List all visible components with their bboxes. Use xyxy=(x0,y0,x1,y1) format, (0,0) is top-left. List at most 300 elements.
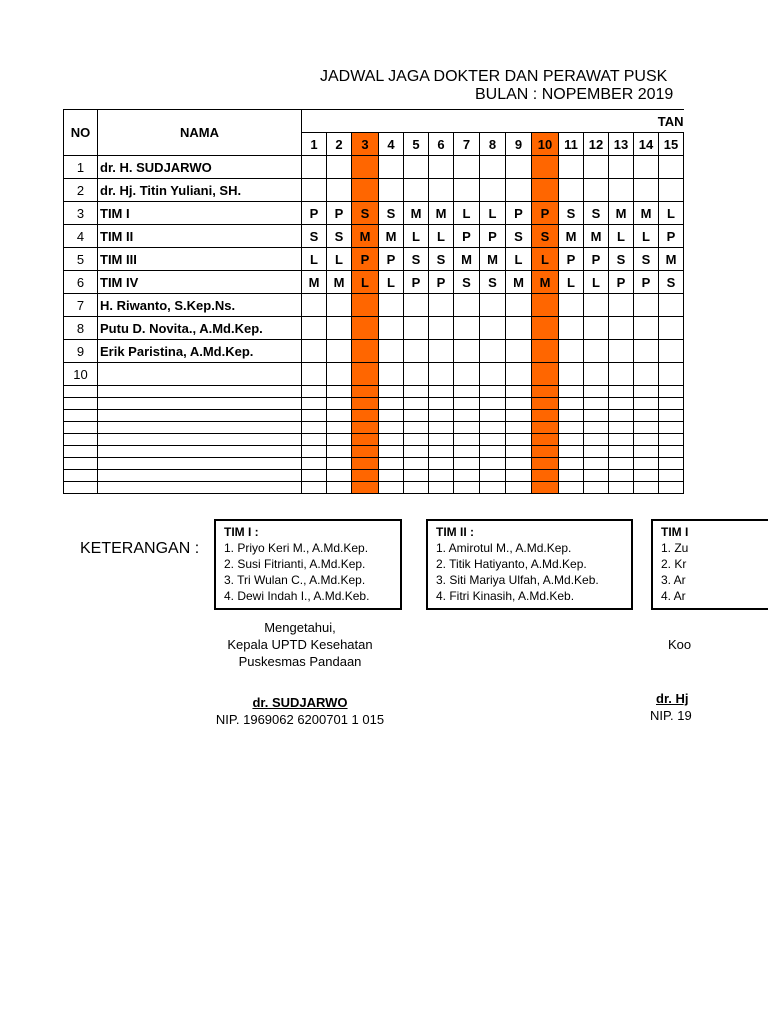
shift-cell: L xyxy=(634,225,659,248)
empty-row xyxy=(64,446,684,458)
day-header: 7 xyxy=(454,133,480,156)
shift-cell: M xyxy=(454,248,480,271)
shift-cell xyxy=(454,470,480,482)
shift-cell xyxy=(404,470,429,482)
shift-cell xyxy=(559,363,584,386)
shift-cell xyxy=(609,482,634,494)
shift-cell: M xyxy=(480,248,506,271)
shift-cell xyxy=(429,482,454,494)
day-header: 9 xyxy=(506,133,532,156)
shift-cell xyxy=(609,294,634,317)
shift-cell xyxy=(634,363,659,386)
shift-cell xyxy=(379,482,404,494)
shift-cell xyxy=(302,156,327,179)
shift-cell xyxy=(404,156,429,179)
row-name xyxy=(98,386,302,398)
header-no: NO xyxy=(64,110,98,156)
shift-cell xyxy=(379,434,404,446)
shift-cell xyxy=(506,398,532,410)
shift-cell xyxy=(379,294,404,317)
shift-cell: L xyxy=(454,202,480,225)
table-row xyxy=(64,363,684,386)
shift-cell xyxy=(379,410,404,422)
shift-cell: L xyxy=(559,271,584,294)
empty-row xyxy=(64,410,684,422)
shift-cell xyxy=(634,410,659,422)
shift-cell: P xyxy=(327,202,352,225)
shift-cell xyxy=(352,446,379,458)
shift-cell xyxy=(429,179,454,202)
row-name xyxy=(98,398,302,410)
shift-cell xyxy=(429,434,454,446)
shift-cell xyxy=(480,434,506,446)
shift-cell xyxy=(609,410,634,422)
shift-cell xyxy=(659,179,684,202)
shift-cell xyxy=(506,434,532,446)
shift-cell xyxy=(454,422,480,434)
shift-cell xyxy=(327,363,352,386)
shift-cell xyxy=(302,363,327,386)
shift-cell xyxy=(352,363,379,386)
shift-cell: L xyxy=(506,248,532,271)
shift-cell xyxy=(480,179,506,202)
shift-cell xyxy=(302,434,327,446)
signature-line: Puskesmas Pandaan xyxy=(238,654,362,669)
shift-cell: M xyxy=(302,271,327,294)
shift-cell: M xyxy=(506,271,532,294)
shift-cell xyxy=(302,446,327,458)
empty-row xyxy=(64,398,684,410)
shift-cell: M xyxy=(584,225,609,248)
shift-cell xyxy=(634,422,659,434)
shift-cell: M xyxy=(559,225,584,248)
shift-cell xyxy=(352,386,379,398)
shift-cell xyxy=(379,340,404,363)
shift-cell xyxy=(429,458,454,470)
shift-cell xyxy=(302,317,327,340)
shift-cell xyxy=(352,340,379,363)
shift-cell: P xyxy=(352,248,379,271)
row-no: 8 xyxy=(64,317,98,340)
team-member: 2. Susi Fitrianti, A.Md.Kep. xyxy=(224,557,366,571)
shift-cell: P xyxy=(559,248,584,271)
shift-cell xyxy=(327,398,352,410)
day-header: 11 xyxy=(559,133,584,156)
shift-cell xyxy=(659,446,684,458)
team-box-3 xyxy=(651,519,768,610)
row-name: dr. Hj. Titin Yuliani, SH. xyxy=(98,179,302,202)
shift-cell xyxy=(454,458,480,470)
day-header: 13 xyxy=(609,133,634,156)
shift-cell: L xyxy=(609,225,634,248)
shift-cell xyxy=(634,317,659,340)
shift-cell xyxy=(506,446,532,458)
row-no xyxy=(64,458,98,470)
shift-cell xyxy=(559,340,584,363)
shift-cell: S xyxy=(480,271,506,294)
shift-cell xyxy=(659,156,684,179)
shift-cell xyxy=(559,422,584,434)
team-box-1 xyxy=(214,519,402,610)
table-row xyxy=(64,225,684,248)
table-row xyxy=(64,202,684,225)
day-header: 8 xyxy=(480,133,506,156)
shift-cell xyxy=(454,340,480,363)
row-no xyxy=(64,398,98,410)
shift-cell xyxy=(609,386,634,398)
shift-cell xyxy=(454,446,480,458)
shift-cell xyxy=(454,386,480,398)
shift-cell xyxy=(659,386,684,398)
table-row xyxy=(64,294,684,317)
row-no: 2 xyxy=(64,179,98,202)
shift-cell xyxy=(532,317,559,340)
shift-cell xyxy=(480,446,506,458)
shift-cell xyxy=(659,410,684,422)
shift-cell xyxy=(584,340,609,363)
row-no: 4 xyxy=(64,225,98,248)
shift-cell: L xyxy=(429,225,454,248)
shift-cell xyxy=(327,294,352,317)
shift-cell: P xyxy=(480,225,506,248)
shift-cell xyxy=(634,434,659,446)
shift-cell xyxy=(506,156,532,179)
shift-cell: P xyxy=(532,202,559,225)
shift-cell xyxy=(532,458,559,470)
shift-cell xyxy=(480,458,506,470)
shift-cell xyxy=(429,470,454,482)
shift-cell xyxy=(584,398,609,410)
shift-cell xyxy=(302,179,327,202)
shift-cell xyxy=(480,317,506,340)
shift-cell xyxy=(454,317,480,340)
team-member: 1. Amirotul M., A.Md.Kep. xyxy=(436,541,572,555)
row-no xyxy=(64,446,98,458)
shift-cell: P xyxy=(609,271,634,294)
shift-cell xyxy=(302,386,327,398)
team-title: TIM I xyxy=(661,525,689,539)
shift-cell xyxy=(327,470,352,482)
row-name xyxy=(98,470,302,482)
shift-cell xyxy=(480,363,506,386)
team-member: 2. Kr xyxy=(661,557,687,571)
shift-cell xyxy=(379,156,404,179)
table-row xyxy=(64,179,684,202)
shift-cell xyxy=(532,386,559,398)
shift-cell xyxy=(659,422,684,434)
shift-cell xyxy=(480,470,506,482)
shift-cell xyxy=(634,482,659,494)
shift-cell: L xyxy=(352,271,379,294)
shift-cell xyxy=(379,458,404,470)
team-member: 1. Zu xyxy=(661,541,689,555)
shift-cell: M xyxy=(352,225,379,248)
shift-cell xyxy=(506,422,532,434)
shift-cell xyxy=(634,446,659,458)
shift-cell xyxy=(532,410,559,422)
shift-cell xyxy=(352,398,379,410)
shift-cell xyxy=(559,156,584,179)
shift-cell xyxy=(352,294,379,317)
shift-cell xyxy=(480,482,506,494)
shift-cell xyxy=(454,434,480,446)
shift-cell xyxy=(609,446,634,458)
shift-cell xyxy=(584,482,609,494)
shift-cell: M xyxy=(532,271,559,294)
row-no: 1 xyxy=(64,156,98,179)
shift-cell xyxy=(404,458,429,470)
row-name: TIM III xyxy=(98,248,302,271)
shift-cell: L xyxy=(480,202,506,225)
shift-cell xyxy=(480,386,506,398)
shift-cell: S xyxy=(584,202,609,225)
shift-cell xyxy=(584,470,609,482)
shift-cell xyxy=(404,179,429,202)
row-name: TIM II xyxy=(98,225,302,248)
empty-row xyxy=(64,470,684,482)
shift-cell: L xyxy=(379,271,404,294)
shift-cell xyxy=(506,317,532,340)
shift-cell: P xyxy=(506,202,532,225)
shift-cell xyxy=(404,294,429,317)
shift-cell: P xyxy=(429,271,454,294)
signature-nip: NIP. 1969062 6200701 1 015 xyxy=(215,712,385,727)
shift-cell xyxy=(480,340,506,363)
shift-cell xyxy=(327,179,352,202)
shift-cell xyxy=(584,458,609,470)
page-subtitle: BULAN : NOPEMBER 2019 xyxy=(475,86,674,103)
shift-cell: P xyxy=(379,248,404,271)
shift-cell xyxy=(404,434,429,446)
shift-cell xyxy=(532,294,559,317)
shift-cell xyxy=(480,398,506,410)
shift-cell xyxy=(532,156,559,179)
shift-cell xyxy=(302,482,327,494)
row-no: 3 xyxy=(64,202,98,225)
shift-cell xyxy=(327,156,352,179)
shift-cell xyxy=(559,482,584,494)
shift-cell: S xyxy=(352,202,379,225)
signature-line: Mengetahui, xyxy=(264,620,336,635)
shift-cell xyxy=(379,398,404,410)
shift-cell xyxy=(506,386,532,398)
day-header: 5 xyxy=(404,133,429,156)
shift-cell: M xyxy=(659,248,684,271)
shift-cell: L xyxy=(584,271,609,294)
shift-cell xyxy=(352,156,379,179)
shift-cell xyxy=(302,410,327,422)
shift-cell: M xyxy=(327,271,352,294)
shift-cell xyxy=(659,458,684,470)
shift-cell xyxy=(584,422,609,434)
table-row xyxy=(64,317,684,340)
row-no: 9 xyxy=(64,340,98,363)
shift-cell: P xyxy=(302,202,327,225)
row-name xyxy=(98,410,302,422)
shift-cell xyxy=(302,398,327,410)
shift-cell: S xyxy=(634,248,659,271)
shift-cell: S xyxy=(559,202,584,225)
team-member: 3. Tri Wulan C., A.Md.Kep. xyxy=(224,573,366,587)
shift-cell: P xyxy=(659,225,684,248)
shift-cell xyxy=(379,179,404,202)
page-title: JADWAL JAGA DOKTER DAN PERAWAT PUSK xyxy=(320,68,668,85)
shift-cell xyxy=(532,398,559,410)
shift-cell: L xyxy=(302,248,327,271)
day-header: 15 xyxy=(659,133,684,156)
signature-line: Koo xyxy=(668,637,692,652)
row-name: Erik Paristina, A.Md.Kep. xyxy=(98,340,302,363)
shift-cell xyxy=(327,410,352,422)
row-no: 6 xyxy=(64,271,98,294)
shift-cell xyxy=(609,179,634,202)
row-name: H. Riwanto, S.Kep.Ns. xyxy=(98,294,302,317)
shift-cell xyxy=(429,422,454,434)
shift-cell xyxy=(379,422,404,434)
shift-cell: M xyxy=(429,202,454,225)
shift-cell xyxy=(584,156,609,179)
shift-cell: S xyxy=(302,225,327,248)
shift-cell xyxy=(634,156,659,179)
row-no xyxy=(64,422,98,434)
row-no xyxy=(64,434,98,446)
shift-cell xyxy=(584,410,609,422)
day-header: 14 xyxy=(634,133,659,156)
shift-cell xyxy=(659,317,684,340)
header-row xyxy=(64,110,684,133)
shift-cell: M xyxy=(404,202,429,225)
shift-cell xyxy=(506,482,532,494)
empty-row xyxy=(64,422,684,434)
empty-row xyxy=(64,482,684,494)
day-header: 4 xyxy=(379,133,404,156)
shift-cell xyxy=(302,340,327,363)
shift-cell xyxy=(532,470,559,482)
row-name xyxy=(98,446,302,458)
shift-cell: M xyxy=(379,225,404,248)
shift-cell xyxy=(559,317,584,340)
shift-cell: P xyxy=(634,271,659,294)
row-name: dr. H. SUDJARWO xyxy=(98,156,302,179)
row-no xyxy=(64,386,98,398)
day-header: 2 xyxy=(327,133,352,156)
team-box-2 xyxy=(426,519,633,610)
shift-cell xyxy=(302,458,327,470)
shift-cell xyxy=(429,294,454,317)
shift-cell xyxy=(404,317,429,340)
row-name: TIM I xyxy=(98,202,302,225)
shift-cell: S xyxy=(506,225,532,248)
shift-cell xyxy=(532,340,559,363)
shift-cell xyxy=(634,470,659,482)
shift-cell xyxy=(429,317,454,340)
shift-cell: S xyxy=(454,271,480,294)
shift-cell xyxy=(634,386,659,398)
team-member: 1. Priyo Keri M., A.Md.Kep. xyxy=(224,541,369,555)
shift-cell xyxy=(659,470,684,482)
shift-cell xyxy=(559,410,584,422)
row-no xyxy=(64,410,98,422)
shift-cell xyxy=(506,458,532,470)
signature-nip: NIP. 19 xyxy=(650,708,692,723)
shift-cell xyxy=(352,434,379,446)
header-nama: NAMA xyxy=(98,110,302,156)
shift-cell xyxy=(506,363,532,386)
signature-name: dr. SUDJARWO xyxy=(252,695,348,710)
shift-cell xyxy=(327,340,352,363)
shift-cell: M xyxy=(609,202,634,225)
row-name: TIM IV xyxy=(98,271,302,294)
shift-cell xyxy=(559,446,584,458)
shift-cell xyxy=(634,340,659,363)
shift-cell xyxy=(480,410,506,422)
table-row xyxy=(64,340,684,363)
shift-cell xyxy=(506,179,532,202)
shift-cell: L xyxy=(327,248,352,271)
shift-cell xyxy=(532,363,559,386)
shift-cell xyxy=(327,317,352,340)
shift-cell xyxy=(532,422,559,434)
shift-cell xyxy=(659,363,684,386)
shift-cell xyxy=(327,386,352,398)
shift-cell: S xyxy=(379,202,404,225)
team-member: 3. Ar xyxy=(661,573,686,587)
shift-cell xyxy=(379,317,404,340)
shift-cell xyxy=(327,482,352,494)
shift-cell xyxy=(634,179,659,202)
row-no: 7 xyxy=(64,294,98,317)
shift-cell xyxy=(480,294,506,317)
shift-cell xyxy=(379,446,404,458)
shift-cell xyxy=(404,446,429,458)
shift-cell xyxy=(379,363,404,386)
signature-right xyxy=(648,636,768,724)
shift-cell: S xyxy=(327,225,352,248)
table-row xyxy=(64,248,684,271)
row-name xyxy=(98,458,302,470)
shift-cell xyxy=(609,363,634,386)
shift-cell xyxy=(404,410,429,422)
shift-cell xyxy=(559,470,584,482)
shift-cell xyxy=(506,470,532,482)
team-title: TIM II : xyxy=(436,525,474,539)
shift-cell xyxy=(352,179,379,202)
row-no: 10 xyxy=(64,363,98,386)
shift-cell xyxy=(352,317,379,340)
shift-cell: S xyxy=(429,248,454,271)
shift-cell xyxy=(429,398,454,410)
shift-cell xyxy=(559,179,584,202)
shift-cell xyxy=(429,386,454,398)
shift-cell xyxy=(609,156,634,179)
day-header: 3 xyxy=(352,133,379,156)
row-name xyxy=(98,363,302,386)
shift-cell xyxy=(379,470,404,482)
team-member: 4. Fitri Kinasih, A.Md.Keb. xyxy=(436,589,575,603)
team-member: 4. Dewi Indah I., A.Md.Keb. xyxy=(224,589,370,603)
shift-cell xyxy=(659,434,684,446)
shift-cell xyxy=(609,434,634,446)
day-header: 1 xyxy=(302,133,327,156)
shift-cell xyxy=(584,446,609,458)
shift-cell xyxy=(609,317,634,340)
shift-cell xyxy=(352,410,379,422)
shift-cell xyxy=(609,398,634,410)
shift-cell xyxy=(327,434,352,446)
shift-cell xyxy=(454,179,480,202)
shift-cell xyxy=(404,363,429,386)
shift-cell xyxy=(429,410,454,422)
